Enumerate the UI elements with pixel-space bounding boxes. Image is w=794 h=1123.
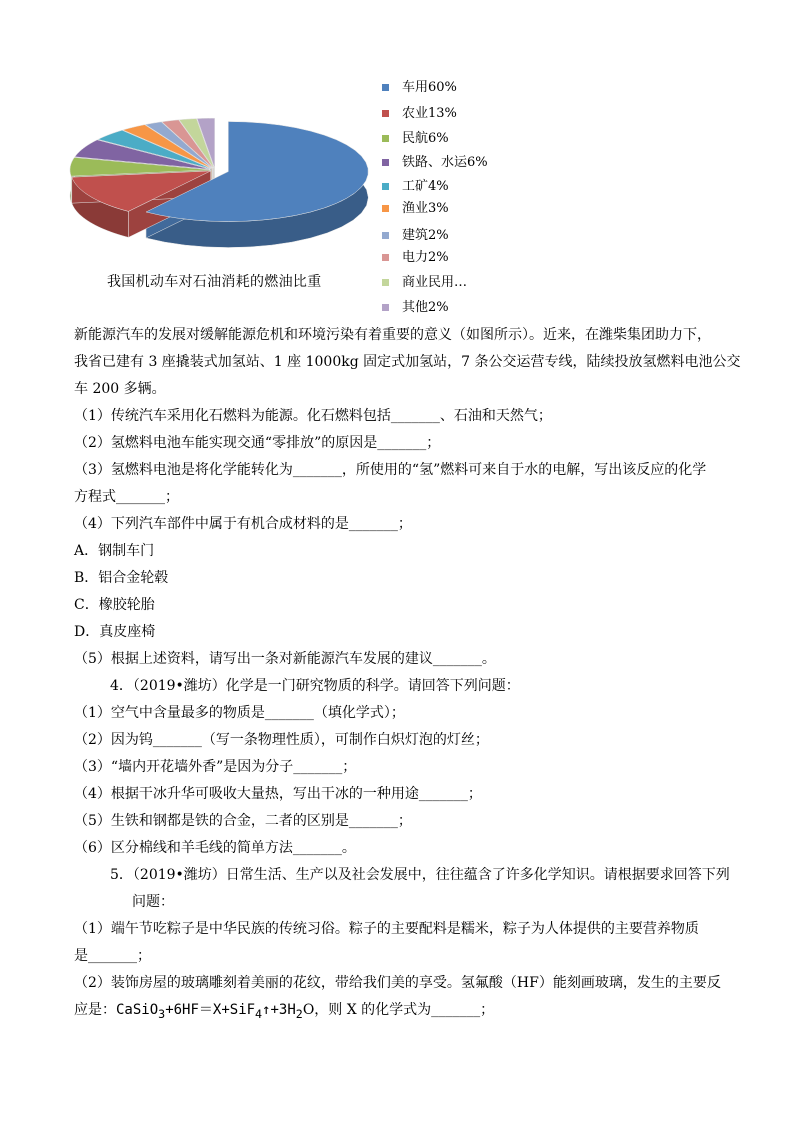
- q3-option: A．钢制车门: [74, 543, 155, 559]
- legend-swatch: [382, 135, 389, 142]
- intro-line: 我省已建有 3 座撬装式加氢站、1 座 1000kg 固定式加氢站，7 条公交运营专线，陆续投放氢燃料电池公交: [74, 354, 741, 370]
- legend-label: 车用60%: [402, 80, 457, 95]
- intro-paragraph: [74, 322, 741, 403]
- chart-caption: 我国机动车对石油消耗的燃油比重: [107, 274, 322, 290]
- legend-swatch: [382, 84, 389, 91]
- legend-label: 建筑2%: [402, 228, 449, 243]
- pie-chart: [0, 0, 794, 325]
- legend-label: 渔业3%: [402, 201, 449, 216]
- legend-swatch: [382, 232, 389, 239]
- legend-label: 铁路、水运6%: [402, 155, 488, 170]
- legend-swatch: [382, 304, 389, 311]
- q3-option: B．铝合金轮毂: [74, 570, 169, 586]
- legend-label: 电力2%: [402, 250, 449, 265]
- legend-label: 工矿4%: [402, 179, 449, 194]
- legend-swatch: [382, 159, 389, 166]
- q5-item: （1）端午节吃粽子是中华民族的传统习俗。粽子的主要配料是糯米，粽子为人体提供的主要营养物质: [74, 921, 699, 937]
- q4-item: （5）生铁和钢都是铁的合金，二者的区别是_______；: [74, 813, 412, 829]
- q3-item: （2）氢燃料电池车能实现交通“零排放”的原因是_______；: [74, 435, 441, 451]
- legend-swatch: [382, 279, 389, 286]
- q5-title: 5．（2019•潍坊）日常生活、生产以及社会发展中，往往蕴含了许多化学知识。请根据要求回答下列: [110, 867, 730, 883]
- eq-subscript: 2: [295, 1006, 303, 1021]
- q4-item: （6）区分棉线和羊毛线的简单方法_______。: [74, 840, 356, 856]
- q4-item: （2）因为钨_______（写一条物理性质），可制作白炽灯泡的灯丝；: [74, 732, 489, 748]
- legend-swatch: [382, 110, 389, 117]
- intro-line: 新能源汽车的发展对缓解能源危机和环境污染有着重要的意义（如图所示）。近来，在潍柴集团助力下，: [74, 327, 711, 343]
- intro-line: 车 200 多辆。: [74, 381, 166, 397]
- q3-item: （5）根据上述资料，请写出一条对新能源汽车发展的建议_______。: [74, 651, 496, 667]
- q5-equation-line: [74, 997, 724, 1024]
- eq-part: ↑+3H: [262, 1002, 296, 1018]
- q3-option: C．橡胶轮胎: [74, 597, 155, 613]
- legend-swatch: [382, 183, 389, 190]
- eq-subscript: 4: [255, 1006, 263, 1021]
- eq-part: +6HF＝X+SiF: [165, 1002, 256, 1018]
- legend-label: 其他2%: [402, 300, 449, 315]
- legend-swatch: [382, 254, 389, 261]
- legend-swatch: [382, 205, 389, 212]
- q3-option: D．真皮座椅: [74, 624, 156, 640]
- legend-label: 商业民用…: [402, 275, 468, 290]
- q4-item: （1）空气中含量最多的物质是_______（填化学式）；: [74, 705, 405, 721]
- q5-title-continued: 问题：: [132, 894, 174, 910]
- q3-item: 方程式_______；: [74, 489, 179, 505]
- q3-item: （4）下列汽车部件中属于有机合成材料的是_______；: [74, 516, 412, 532]
- q4-title: 4．（2019•潍坊）化学是一门研究物质的科学。请回答下列问题：: [110, 678, 520, 694]
- q5-item: 是_______；: [74, 948, 151, 964]
- q3-item: （1）传统汽车采用化石燃料为能源。化石燃料包括_______、石油和天然气；: [74, 408, 552, 424]
- q5-eq-prefix: 应是：: [74, 1002, 116, 1018]
- legend-label: 农业13%: [402, 106, 457, 121]
- eq-part: O，则 X 的化学式为_______；: [302, 1002, 495, 1018]
- pie-chart-graphic: [60, 100, 370, 260]
- q5-eq-formula: [116, 1002, 303, 1021]
- q5-item: （2）装饰房屋的玻璃雕刻着美丽的花纹，带给我们美的享受。氢氟酸（HF）能刻画玻璃，发生的主要反: [74, 975, 721, 991]
- q4-item: （3）“墙内开花墙外香”是因为分子_______；: [74, 759, 357, 775]
- eq-subscript: 3: [158, 1006, 166, 1021]
- eq-part: CaSiO: [116, 1002, 159, 1018]
- q4-item: （4）根据干冰升华可吸收大量热，写出干冰的一种用途_______；: [74, 786, 482, 802]
- q3-item: （3）氢燃料电池是将化学能转化为_______，所使用的“氢”燃料可来自于水的电解，写出该反应的化学: [74, 462, 707, 478]
- document-body: [74, 322, 741, 1024]
- legend-label: 民航6%: [402, 131, 449, 146]
